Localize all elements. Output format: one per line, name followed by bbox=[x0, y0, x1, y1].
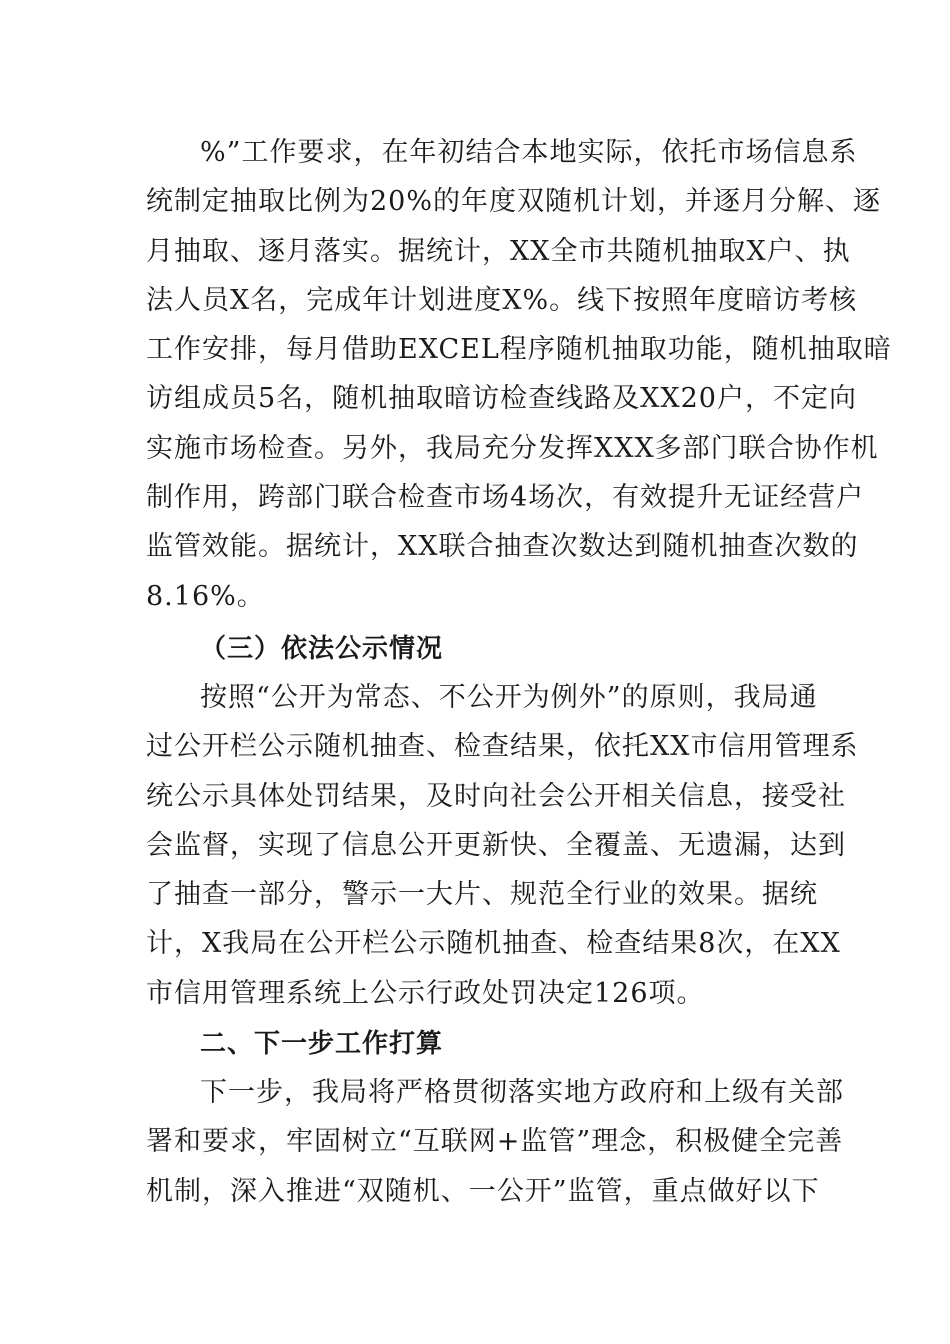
paragraph-line: 署和要求，牢固树立“互联网+监管”理念，积极健全完善 bbox=[146, 1126, 844, 1158]
paragraph-line: 实施市场检查。另外，我局充分发挥XXX多部门联合协作机 bbox=[146, 432, 879, 464]
paragraph-line: 下一步，我局将严格贯彻落实地方政府和上级有关部 bbox=[200, 1077, 844, 1108]
paragraph-line: 监管效能。据统计，XX联合抽查次数达到随机抽查次数的 bbox=[146, 531, 859, 563]
paragraph-line: 制作用，跨部门联合检查市场4场次，有效提升无证经营户 bbox=[146, 482, 865, 514]
paragraph-line: 月抽取、逐月落实。据统计，XX全市共随机抽取X户、执 bbox=[146, 235, 851, 267]
paragraph-line: 市信用管理系统上公示行政处罚决定126项。 bbox=[146, 977, 705, 1009]
paragraph-public-disclosure bbox=[146, 673, 859, 1018]
paragraph-line: 工作安排，每月借助EXCEL程序随机抽取功能，随机抽取暗 bbox=[146, 334, 892, 366]
section-heading-public-disclosure: （三）依法公示情况 bbox=[200, 634, 444, 664]
paragraph-line: 机制，深入推进“双随机、一公开”监管，重点做好以下 bbox=[146, 1175, 820, 1207]
paragraph-line: 法人员X名，完成年计划进度X%。线下按照年度暗访考核 bbox=[146, 284, 858, 316]
paragraph-line: 8.16%。 bbox=[146, 580, 265, 612]
paragraph-line: 访组成员5名，随机抽取暗访检查线路及XX20户，不定向 bbox=[146, 383, 857, 415]
paragraph-line: 统制定抽取比例为20%的年度双随机计划，并逐月分解、逐 bbox=[146, 186, 882, 218]
paragraph-line: 统公示具体处罚结果，及时向社会公开相关信息，接受社 bbox=[146, 780, 846, 812]
section-heading-next-steps: 二、下一步工作打算 bbox=[200, 1029, 444, 1059]
paragraph-next-steps bbox=[146, 1068, 844, 1216]
paragraph-line: %”工作要求，在年初结合本地实际，依托市场信息系 bbox=[200, 137, 858, 168]
paragraph-line: 会监督，实现了信息公开更新快、全覆盖、无遗漏，达到 bbox=[146, 829, 846, 861]
paragraph-line: 按照“公开为常态、不公开为例外”的原则，我局通 bbox=[200, 682, 818, 713]
paragraph-line: 计，X我局在公开栏公示随机抽查、检查结果8次，在XX bbox=[146, 928, 841, 960]
paragraph-line: 了抽查一部分，警示一大片、规范全行业的效果。据统 bbox=[146, 879, 818, 911]
paragraph-random-inspection bbox=[146, 128, 892, 621]
paragraph-line: 过公开栏公示随机抽查、检查结果，依托XX市信用管理系 bbox=[146, 731, 859, 763]
